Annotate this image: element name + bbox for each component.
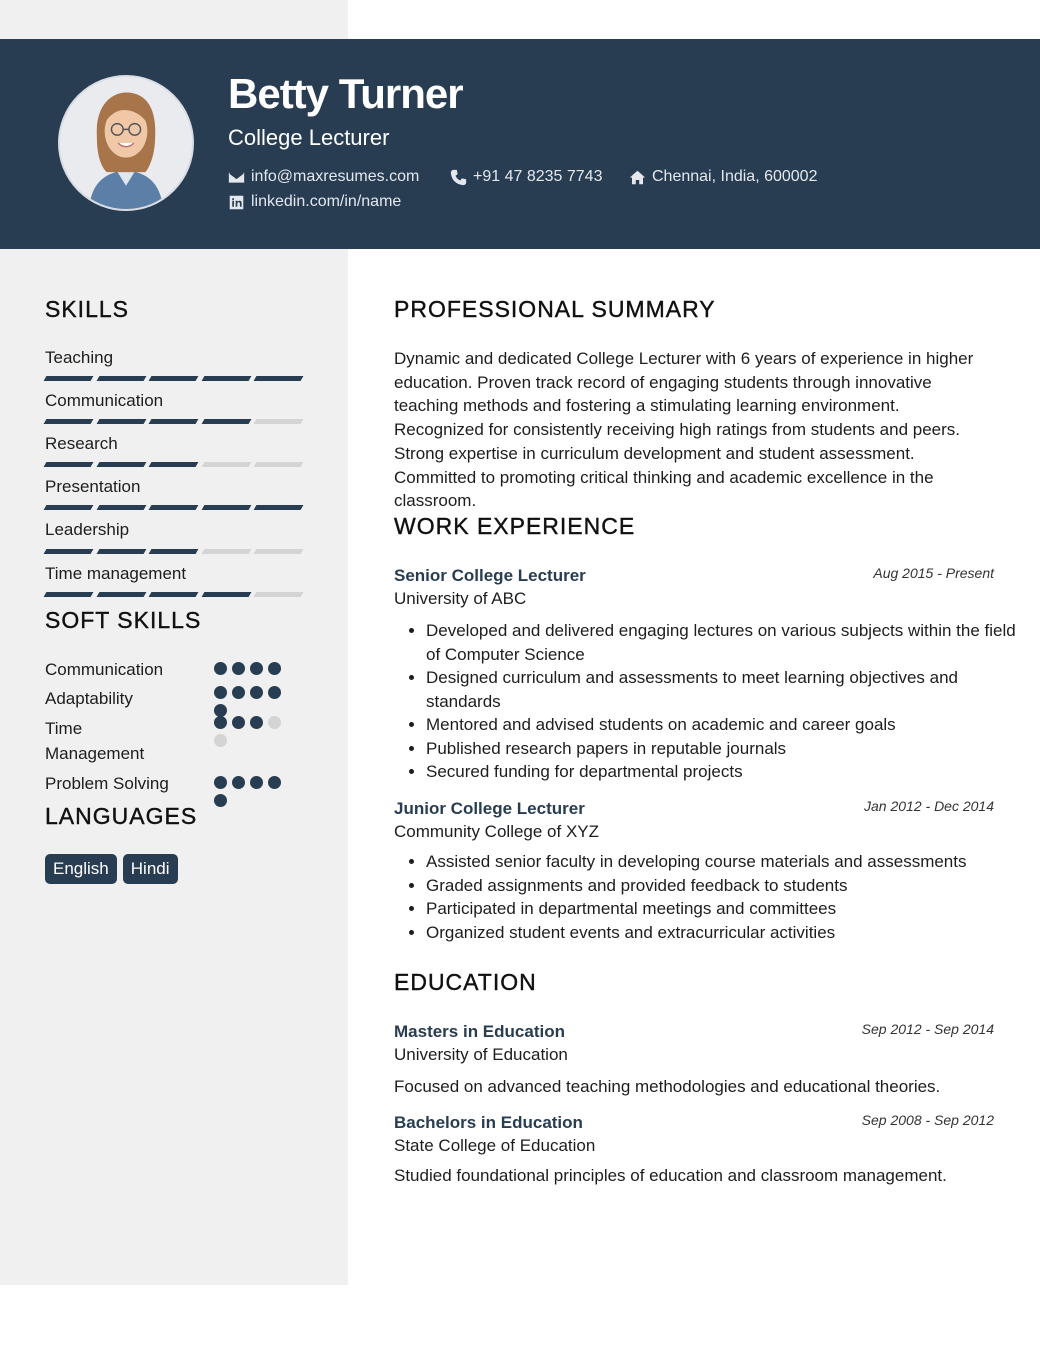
soft-skill-dot bbox=[250, 716, 263, 729]
skill-level-segment bbox=[149, 592, 198, 597]
language-tag: Hindi bbox=[123, 854, 178, 884]
skill-level-segment bbox=[201, 419, 250, 424]
education-date: Sep 2008 - Sep 2012 bbox=[861, 1112, 994, 1128]
skill-label: Teaching bbox=[45, 348, 114, 367]
skill-level-segment bbox=[96, 549, 145, 554]
soft-skill-dot bbox=[214, 716, 227, 729]
job-bullet: • Secured funding for departmental projects bbox=[426, 760, 1032, 784]
skill-level-segment bbox=[44, 592, 93, 597]
education-heading: EDUCATION bbox=[394, 969, 537, 995]
home-icon bbox=[629, 169, 646, 186]
linkedin-icon bbox=[228, 194, 245, 211]
job-organization: University of ABC bbox=[394, 589, 527, 608]
job-bullet: • Organized student events and extracurricular activities bbox=[426, 921, 1032, 945]
soft-skill-dot bbox=[268, 662, 281, 675]
soft-skill-label: Communication bbox=[45, 660, 164, 679]
skill-level-segment bbox=[149, 549, 198, 554]
school-name: University of Education bbox=[394, 1045, 568, 1064]
soft-skill-dot bbox=[250, 686, 263, 699]
skill-level-segment bbox=[254, 505, 303, 510]
contact-address bbox=[629, 168, 817, 186]
skill-bar bbox=[45, 376, 302, 382]
job-bullets bbox=[394, 850, 1032, 944]
job-bullet: • Published research papers in reputable journals bbox=[426, 737, 1032, 761]
language-tags bbox=[45, 854, 178, 884]
education-description: Studied foundational principles of education and classroom management. bbox=[394, 1166, 947, 1185]
skill-bar bbox=[45, 419, 302, 425]
contact-phone-text: +91 47 8235 7743 bbox=[473, 168, 603, 185]
contact-linkedin[interactable] bbox=[228, 193, 401, 211]
candidate-name: Betty Turner bbox=[228, 70, 463, 117]
skill-level-segment bbox=[96, 376, 145, 381]
soft-skill-label: Time Management bbox=[45, 719, 145, 763]
soft-skill-dot bbox=[232, 686, 245, 699]
job-bullet: • Participated in departmental meetings and committees bbox=[426, 897, 1032, 921]
skill-label: Research bbox=[45, 434, 118, 453]
summary-heading: PROFESSIONAL SUMMARY bbox=[394, 296, 716, 322]
soft-skill-dots bbox=[214, 776, 294, 807]
skill-level-segment bbox=[149, 419, 198, 424]
soft-skill-dot bbox=[214, 794, 227, 807]
profile-photo-image bbox=[60, 77, 192, 209]
languages-heading: LANGUAGES bbox=[45, 803, 198, 829]
soft-skill-dots bbox=[214, 716, 294, 747]
skill-level-segment bbox=[44, 419, 93, 424]
skill-level-segment bbox=[201, 549, 250, 554]
school-name: State College of Education bbox=[394, 1136, 596, 1155]
skill-level-segment bbox=[44, 549, 93, 554]
skill-label: Time management bbox=[45, 564, 187, 583]
job-bullets bbox=[394, 619, 1032, 784]
job-bullet: • Assisted senior faculty in developing course materials and assessments bbox=[426, 850, 1032, 874]
degree-title: Bachelors in Education bbox=[394, 1113, 583, 1132]
soft-skill-dot bbox=[232, 716, 245, 729]
skill-level-segment bbox=[201, 462, 250, 467]
skill-level-segment bbox=[96, 592, 145, 597]
contact-linkedin-text: linkedin.com/in/name bbox=[251, 193, 402, 210]
skill-label: Communication bbox=[45, 391, 164, 410]
skill-bar bbox=[45, 592, 302, 598]
soft-skill-dot bbox=[214, 776, 227, 789]
job-organization: Community College of XYZ bbox=[394, 822, 600, 841]
skill-level-segment bbox=[96, 462, 145, 467]
skill-level-segment bbox=[201, 505, 250, 510]
skill-level-segment bbox=[44, 505, 93, 510]
summary-text: Dynamic and dedicated College Lecturer with 6 years of experience in higher education. Proven track record of engaging students through innovative teaching methods and fostering a stimulating learning environment. Recognized for consistently receiving high ratings from students and peers. Strong expertise in curriculum development and student assessment. Committed to promoting critical thinking and academic excellence in the classroom. bbox=[394, 349, 974, 511]
profile-photo bbox=[58, 75, 194, 211]
soft-skill-dot bbox=[214, 662, 227, 675]
degree-title: Masters in Education bbox=[394, 1022, 565, 1041]
skill-bar bbox=[45, 505, 302, 511]
candidate-title: College Lecturer bbox=[228, 125, 390, 150]
skill-level-segment bbox=[44, 376, 93, 381]
soft-skill-dot bbox=[250, 776, 263, 789]
skill-level-segment bbox=[149, 462, 198, 467]
job-title: Junior College Lecturer bbox=[394, 799, 585, 818]
job-bullet: • Graded assignments and provided feedback to students bbox=[426, 874, 1032, 898]
language-tag: English bbox=[45, 854, 117, 884]
soft-skill-dot bbox=[268, 716, 281, 729]
skill-level-segment bbox=[254, 592, 303, 597]
soft-skill-label: Adaptability bbox=[45, 689, 133, 708]
skill-level-segment bbox=[44, 462, 93, 467]
skill-level-segment bbox=[201, 592, 250, 597]
skill-label: Leadership bbox=[45, 520, 130, 539]
skill-level-segment bbox=[96, 419, 145, 424]
skill-label: Presentation bbox=[45, 477, 141, 496]
soft-skills-heading: SOFT SKILLS bbox=[45, 607, 202, 633]
soft-skill-dots bbox=[214, 686, 294, 717]
soft-skill-dot bbox=[214, 686, 227, 699]
education-description: Focused on advanced teaching methodologies and educational theories. bbox=[394, 1077, 941, 1096]
education-date: Sep 2012 - Sep 2014 bbox=[861, 1021, 994, 1037]
job-date: Jan 2012 - Dec 2014 bbox=[864, 798, 994, 814]
phone-icon bbox=[450, 169, 467, 186]
job-title: Senior College Lecturer bbox=[394, 566, 586, 585]
skill-bar bbox=[45, 549, 302, 555]
job-bullet: • Developed and delivered engaging lectures on various subjects within the field of Computer Science bbox=[426, 619, 1032, 666]
skill-level-segment bbox=[149, 376, 198, 381]
contact-email[interactable] bbox=[228, 168, 419, 186]
skill-level-segment bbox=[254, 376, 303, 381]
soft-skill-label: Problem Solving bbox=[45, 774, 169, 793]
contact-phone[interactable] bbox=[450, 168, 602, 186]
envelope-icon bbox=[228, 169, 245, 186]
soft-skill-dot bbox=[268, 776, 281, 789]
job-bullet: • Designed curriculum and assessments to meet learning objectives and standards bbox=[426, 666, 1032, 713]
soft-skill-dots bbox=[214, 662, 294, 675]
skill-level-segment bbox=[254, 419, 303, 424]
skill-level-segment bbox=[254, 549, 303, 554]
skills-heading: SKILLS bbox=[45, 296, 129, 322]
skill-level-segment bbox=[149, 505, 198, 510]
soft-skill-dot bbox=[250, 662, 263, 675]
soft-skill-dot bbox=[232, 662, 245, 675]
skill-level-segment bbox=[96, 505, 145, 510]
contact-email-text: info@maxresumes.com bbox=[251, 168, 420, 185]
soft-skill-dot bbox=[232, 776, 245, 789]
soft-skill-dot bbox=[268, 686, 281, 699]
skill-level-segment bbox=[201, 376, 250, 381]
skill-level-segment bbox=[254, 462, 303, 467]
contact-address-text: Chennai, India, 600002 bbox=[652, 168, 818, 185]
soft-skill-dot bbox=[214, 734, 227, 747]
job-bullet: • Mentored and advised students on academic and career goals bbox=[426, 713, 1032, 737]
experience-heading: WORK EXPERIENCE bbox=[394, 513, 636, 539]
skill-bar bbox=[45, 462, 302, 468]
job-date: Aug 2015 - Present bbox=[873, 565, 994, 581]
